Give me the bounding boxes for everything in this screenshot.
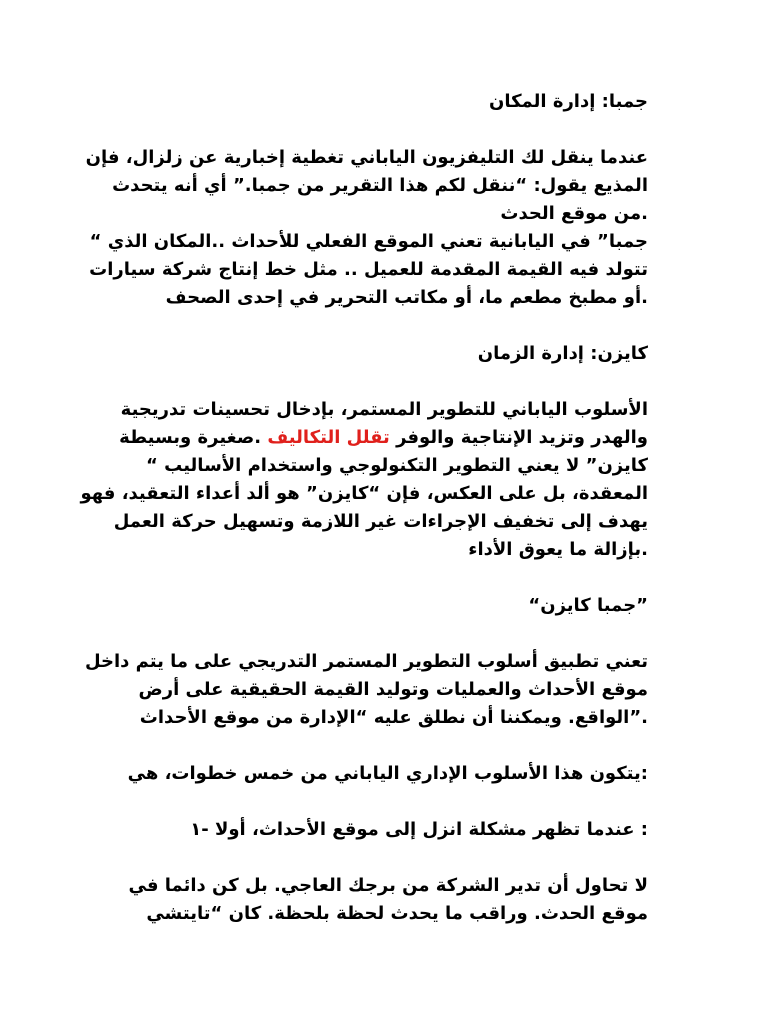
- heading-genba: جمبا: إدارة المكان: [488, 91, 648, 112]
- paragraph-line: .”الواقع. ويمكننا أن نطلق عليه “الإدارة من موقع الأحداث: [139, 707, 648, 728]
- list-step-one: : عندما تظهر مشكلة انزل إلى موقع الأحداث، أولا -١: [190, 819, 648, 840]
- paragraph-line: .أو مطبخ مطعم ما، أو مكاتب التحرير في إحدى الصحف: [165, 287, 648, 308]
- paragraph-line: عندما ينقل لك التليفزيون الياباني تغطية إخبارية عن زلزال، فإن: [85, 147, 648, 168]
- paragraph-line: يهدف إلى تخفيف الإجراءات غير اللازمة وتسهيل حركة العمل: [113, 511, 648, 532]
- paragraph-line-with-highlight: [119, 424, 648, 452]
- paragraph-line: موقع الأحداث والعمليات وتوليد القيمة الحقيقية على أرض: [138, 679, 648, 700]
- text-segment: .صغيرة وبسيطة: [119, 427, 262, 448]
- highlighted-text: تقلل التكاليف: [267, 427, 390, 448]
- paragraph-line: موقع الحدث. وراقب ما يحدث لحظة بلحظة. كان “تايتشي: [146, 903, 648, 924]
- heading-genba-kaizen: ”جمبا كايزن“: [528, 595, 648, 616]
- paragraph-line: الأسلوب الياباني للتطوير المستمر، بإدخال تحسينات تدريجية: [120, 399, 648, 420]
- paragraph-line: لا تحاول أن تدير الشركة من برجك العاجي. بل كن دائما في: [128, 875, 648, 896]
- heading-kaizen: كايزن: إدارة الزمان: [477, 343, 648, 364]
- paragraph-line: المذيع يقول: “ننقل لكم هذا التقرير من جمبا.” أي أنه يتحدث: [112, 175, 648, 196]
- paragraph-line: :يتكون هذا الأسلوب الإداري الياباني من خمس خطوات، هي: [127, 763, 648, 784]
- paragraph-line: جمبا” في اليابانية تعني الموقع الفعلي للأحداث ..المكان الذي “: [89, 231, 648, 252]
- text-segment: والهدر وتزيد الإنتاجية والوفر: [396, 427, 648, 448]
- paragraph-line: .من موقع الحدث: [500, 203, 648, 224]
- paragraph-line: المعقدة، بل على العكس، فإن “كايزن” هو ألد أعداء التعقيد، فهو: [80, 483, 648, 504]
- paragraph-line: .بإزالة ما يعوق الأداء: [468, 539, 648, 560]
- paragraph-line: كايزن” لا يعني التطوير التكنولوجي واستخدام الأساليب “: [146, 455, 648, 476]
- paragraph-line: تتولد فيه القيمة المقدمة للعميل .. مثل خط إنتاج شركة سيارات: [89, 259, 648, 280]
- paragraph-line: تعني تطبيق أسلوب التطوير المستمر التدريجي على ما يتم داخل: [84, 651, 648, 672]
